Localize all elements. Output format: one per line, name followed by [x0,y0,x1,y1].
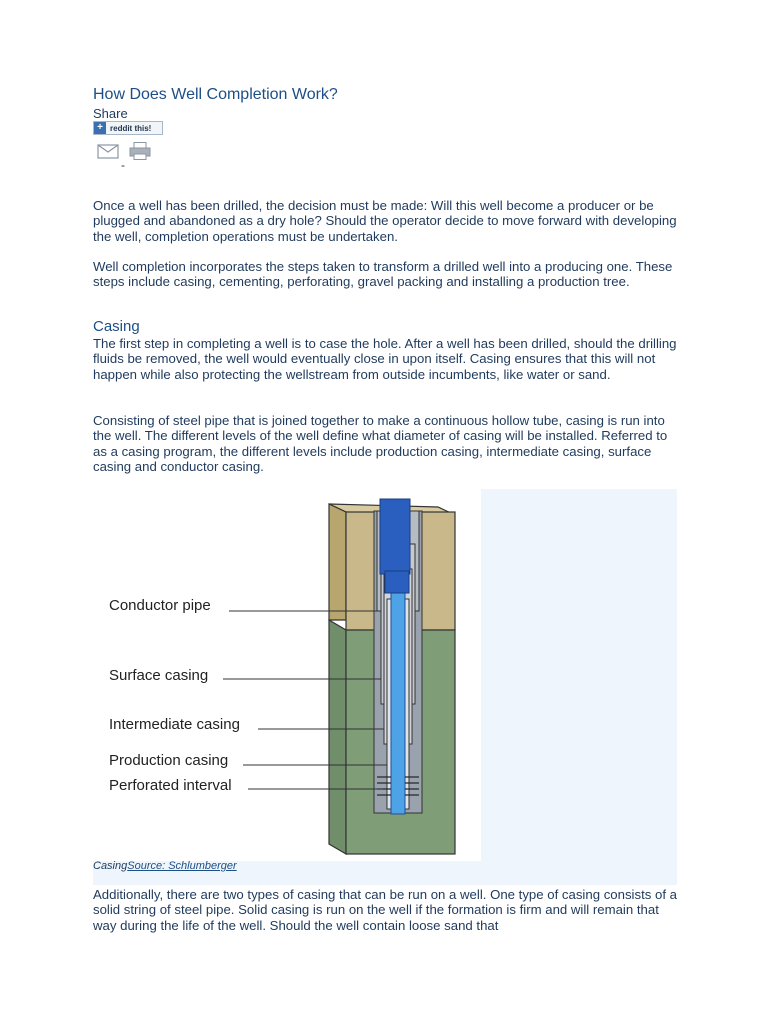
casing-diagram-panel [93,489,481,861]
tubing [391,589,405,814]
label-surface-casing: Surface casing [109,667,209,684]
mail-icon[interactable] [97,144,119,159]
page-title: How Does Well Completion Work? [93,86,338,103]
wellhead-pipe [380,499,410,574]
casing-paragraph-2: Consisting of steel pipe that is joined together to make a continuous hollow tube, casing is run into the well. The different levels of the well define what diameter of casing will be installed. Referred to as a casing program, the different levels include production casing, intermediate casing, surface casing and conductor casing. [93,413,668,474]
label-perforated-interval: Perforated interval [109,777,232,794]
paragraph-1: Once a well has been drilled, the decision must be made: Will this well become a producer or be plugged and abandoned as a dry hole? Should the operator decide to move forward with developing the well, completion operations must be undertaken. [93,198,677,244]
casing-figure [93,489,677,885]
label-production-casing: Production casing [109,752,229,769]
caption-prefix: Casing [93,860,128,872]
label-intermediate-casing: Intermediate casing [109,716,240,733]
separator: - [121,158,125,172]
label-conductor-pipe: Conductor pipe [109,597,211,614]
reddit-button[interactable] [93,121,163,135]
casing-paragraph-1: The first step in completing a well is to case the hole. After a well has been drilled, should the drilling fluids be removed, the well would eventually close in upon itself. Casing ensures that this will not happen while also protecting the wellstream from outside incumbents, like water or sand. [93,336,677,382]
print-icon[interactable] [129,142,151,160]
reddit-label: reddit this! [110,123,152,133]
share-label: Share [93,106,128,121]
plus-icon: + [94,122,106,134]
source-link[interactable]: Source: Schlumberger [127,860,237,872]
final-paragraph: Additionally, there are two types of casing that can be run on a well. One type of casing consists of a solid string of steel pipe. Solid casing is run on the well if the formation is firm and will remain that way during the life of the well. Should the well contain loose sand that [93,887,677,933]
casing-diagram [93,489,481,861]
section-heading: Casing [93,318,140,335]
figure-caption [93,860,237,872]
paragraph-2: Well completion incorporates the steps taken to transform a drilled well into a producing one. These steps include casing, cementing, perforating, gravel packing and installing a production tree. [93,259,673,290]
